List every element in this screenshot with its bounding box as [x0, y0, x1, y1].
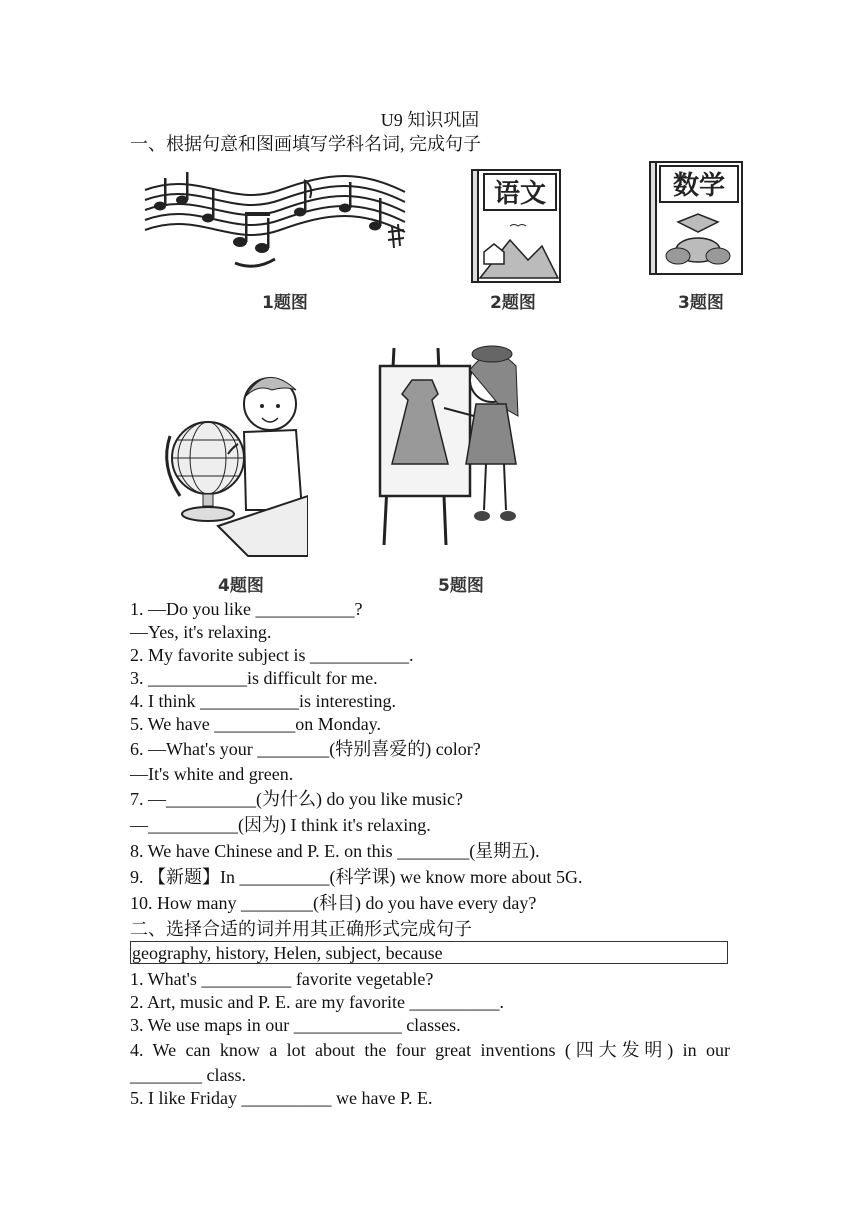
part1-line-6: 5. We have _________on Monday.	[130, 714, 382, 734]
figure-caption-2: 2题图	[490, 293, 536, 313]
part2-line-3: 3. We use maps in our ____________ classes.	[130, 1015, 461, 1035]
book-title-math: 数学	[672, 171, 726, 201]
figure-caption-1: 1题图	[262, 293, 308, 313]
part1-line-7: 6. —What's your ________(特别喜爱的) color?	[130, 739, 481, 759]
part1-line-2: —Yes, it's relaxing.	[130, 622, 272, 642]
part1-line-12: 9. 【新题】In __________(科学课) we know more about 5G.	[130, 867, 583, 887]
figure-caption-5: 5题图	[438, 576, 484, 596]
part1-line-10: —__________(因为) I think it's relaxing.	[130, 815, 431, 835]
book-title-chinese: 语文	[493, 179, 547, 209]
part1-line-4: 3. ___________is difficult for me.	[130, 668, 378, 688]
word-bank-box: geography, history, Helen, subject, because	[130, 941, 728, 964]
section-heading-2: 二、选择合适的词并用其正确形式完成句子	[130, 919, 472, 939]
figure-caption-3: 3题图	[678, 293, 724, 313]
part1-line-3: 2. My favorite subject is ___________.	[130, 645, 414, 665]
part1-line-5: 4. I think ___________is interesting.	[130, 691, 396, 711]
part1-line-1: 1. —Do you like ___________?	[130, 599, 363, 619]
page-title: U9 知识巩固	[380, 110, 480, 130]
section-heading-1: 一、根据句意和图画填写学科名词, 完成句子	[130, 134, 481, 154]
part2-line-4: 4. We can know a lot about the four great inventions (四大发明) in our	[130, 1040, 730, 1060]
math-book-image	[648, 160, 744, 276]
part2-line-1: 1. What's __________ favorite vegetable?	[130, 969, 434, 989]
music-notes-image	[140, 168, 410, 273]
part1-line-11: 8. We have Chinese and P. E. on this ________(星期五).	[130, 841, 540, 861]
part1-line-8: —It's white and green.	[130, 764, 294, 784]
chinese-book-image	[470, 168, 562, 284]
part2-line-2: 2. Art, music and P. E. are my favorite __________.	[130, 992, 504, 1012]
part2-line-4-cont: ________ class.	[130, 1065, 246, 1085]
figure-caption-4: 4题图	[218, 576, 264, 596]
part2-line-5: 5. I like Friday __________ we have P. E.	[130, 1088, 433, 1108]
boy-with-globe-image	[158, 366, 308, 561]
part1-line-9: 7. —__________(为什么) do you like music?	[130, 789, 463, 809]
part1-line-13: 10. How many ________(科目) do you have every day?	[130, 893, 537, 913]
girl-painting-image	[374, 340, 534, 550]
